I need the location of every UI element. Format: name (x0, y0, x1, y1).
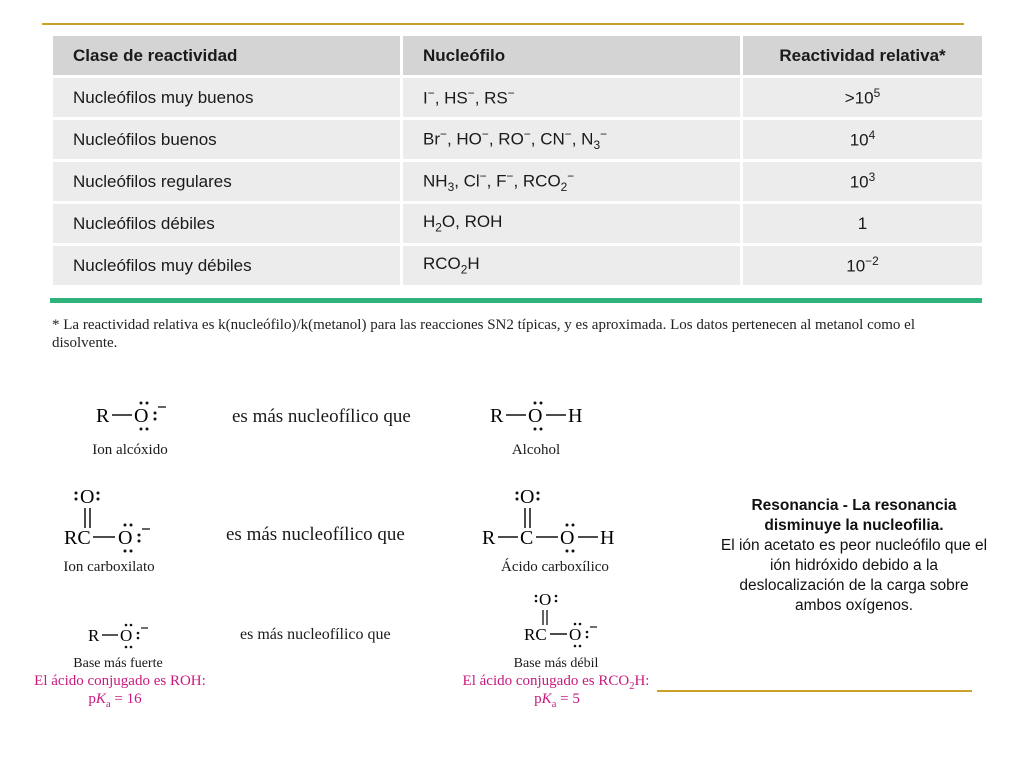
cell-nucleofilo: $RCO_2H$ (402, 245, 742, 287)
svg-text:C: C (520, 527, 534, 549)
alkoxide-label: Ion alcóxido (92, 442, 168, 458)
weak-base-structure (520, 588, 620, 652)
svg-text:R: R (490, 405, 504, 427)
cell-nucleofilo: $NH_3$, Cl−, F−, $RCO_2^-$ (402, 161, 742, 203)
svg-text:O: O (560, 527, 575, 549)
resonance-note-body: El ión acetato es peor nucleófilo que el ión hidróxido debido a la deslocalización de la carga sobre ambos oxígenos. (720, 537, 988, 614)
bottom-divider (657, 690, 972, 692)
svg-text:R: R (482, 527, 496, 549)
comparison-phrase-3: es más nucleofílico que (240, 626, 391, 643)
strong-base-pka: $pK_a = 16$ (88, 691, 142, 710)
comparison-phrase-2: es más nucleofílico que (226, 524, 405, 545)
alcohol-label: Alcohol (511, 442, 561, 458)
reactivity-table (50, 33, 985, 288)
cell-clase: Nucleófilos muy débiles (52, 245, 402, 287)
cell-clase: Nucleófilos buenos (52, 119, 402, 161)
cell-nucleofilo: $H_2O$, ROH (402, 203, 742, 245)
resonance-note (720, 496, 988, 616)
svg-text:R: R (96, 405, 110, 427)
svg-text:O: O (528, 405, 543, 427)
carboxylic-acid-label: Ácido carboxílico (501, 559, 609, 575)
cell-reactividad: $10^3$ (742, 161, 984, 203)
strong-base-conjugate-acid: El ácido conjugado es ROH: (34, 673, 206, 689)
svg-text:R: R (88, 626, 100, 645)
svg-text:O: O (520, 486, 535, 508)
weak-base-label: Base más débil (513, 656, 599, 671)
table-row (52, 245, 984, 287)
table-header-row (52, 35, 984, 77)
cell-reactividad: $10^4$ (742, 119, 984, 161)
cell-reactividad: $>10^5$ (742, 77, 984, 119)
svg-text:O: O (118, 527, 133, 549)
weak-base-pka: $pK_a = 5$ (534, 691, 580, 710)
strong-base-structure (86, 619, 166, 653)
carboxylate-label: Ion carboxilato (63, 559, 155, 575)
cell-nucleofilo: I−, HS−, RS− (402, 77, 742, 119)
table-bottom-rule (50, 298, 982, 303)
cell-reactividad: 1 (742, 203, 984, 245)
svg-text:O: O (569, 625, 582, 644)
header-reactividad: Reactividad relativa* (742, 35, 984, 77)
svg-text:H: H (568, 405, 583, 427)
svg-text:O: O (539, 590, 552, 609)
weak-base-conjugate-acid: El ácido conjugado es $RCO_2H$: (462, 673, 650, 692)
carboxylate-structure (60, 478, 170, 558)
svg-text:O: O (134, 405, 149, 427)
header-clase: Clase de reactividad (52, 35, 402, 77)
carboxylic-acid-structure (480, 478, 630, 558)
cell-clase: Nucleófilos regulares (52, 161, 402, 203)
resonance-note-title: Resonancia - La resonancia disminuye la nucleofilia. (751, 497, 957, 534)
cell-clase: Nucleófilos muy buenos (52, 77, 402, 119)
table-footnote: * La reactividad relativa es k(nucleófilo)/k(metanol) para las reacciones SN2 típicas, y es aproximada. Los datos pertenecen al metanol como el disolvente. (52, 317, 915, 351)
table-row (52, 77, 984, 119)
svg-text:O: O (120, 626, 133, 645)
alcohol-structure (486, 394, 596, 434)
comparison-phrase-1: es más nucleofílico que (232, 406, 411, 427)
svg-text:RC: RC (524, 625, 547, 644)
table-row (52, 203, 984, 245)
table-row (52, 119, 984, 161)
svg-text:H: H (600, 527, 615, 549)
cell-clase: Nucleófilos débiles (52, 203, 402, 245)
strong-base-label: Base más fuerte (73, 656, 163, 671)
alkoxide-structure (92, 394, 182, 434)
cell-nucleofilo: Br−, HO−, RO−, CN−, $N_3^-$ (402, 119, 742, 161)
header-nucleofilo: Nucleófilo (402, 35, 742, 77)
svg-text:RC: RC (64, 527, 91, 549)
top-divider (42, 23, 964, 25)
svg-text:O: O (80, 486, 95, 508)
table-row (52, 161, 984, 203)
cell-reactividad: $10^{-2}$ (742, 245, 984, 287)
